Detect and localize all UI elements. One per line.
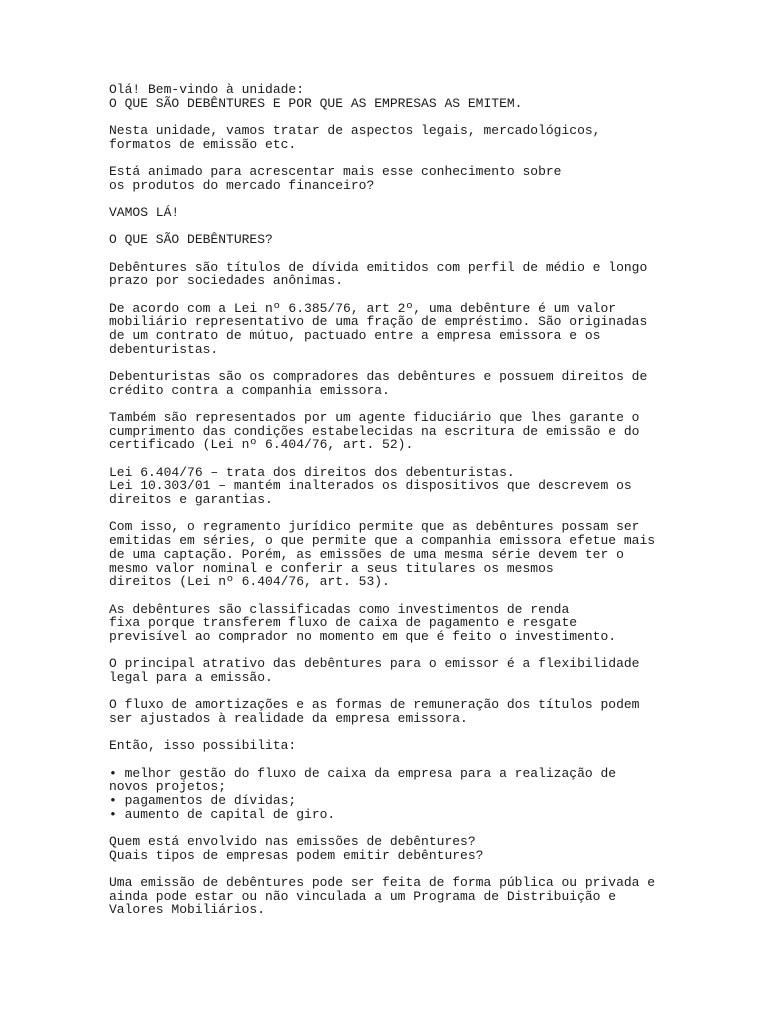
text-line: legal para a emissão. (109, 669, 273, 685)
text-line: O QUE SÃO DEBÊNTURES E POR QUE AS EMPRESAS AS EMITEM. (109, 95, 523, 111)
text-line: O QUE SÃO DEBÊNTURES? (109, 232, 273, 248)
paragraph (109, 206, 669, 220)
text-line: previsível ao comprador no momento em que é feito o investimento. (109, 628, 617, 644)
text-line: prazo por sociedades anônimas. (109, 273, 344, 289)
text-line: O fluxo de amortizações e as formas de remuneração dos títulos podem (109, 697, 640, 713)
paragraph (109, 520, 669, 589)
text-line: direitos e garantias. (109, 492, 273, 508)
paragraph (109, 876, 669, 917)
paragraph (109, 835, 669, 862)
text-line: Está animado para acrescentar mais esse conhecimento sobre (109, 164, 562, 179)
text-line: os produtos do mercado financeiro? (109, 177, 375, 193)
text-line: Debenturistas são os compradores das debêntures e possuem direitos de (109, 369, 648, 384)
text-line: certificado (Lei nº 6.404/76, art. 52). (109, 437, 414, 453)
text-line: Quais tipos de empresas podem emitir debêntures? (109, 847, 484, 863)
text-line: Debêntures são títulos de dívida emitidos com perfil de médio e longo (109, 259, 648, 275)
text-line: • pagamentos de dívidas; (109, 792, 297, 808)
paragraph (109, 261, 669, 288)
text-line: de uma captação. Porém, as emissões de uma mesma série devem ter o (109, 546, 624, 562)
text-line: formatos de emissão etc. (109, 136, 297, 152)
text-line: Então, isso possibilita: (109, 738, 297, 754)
paragraph (109, 698, 669, 725)
text-line: Uma emissão de debêntures pode ser feita de forma pública ou privada e (109, 874, 656, 890)
text-line: mobiliário representativo de uma fração de empréstimo. São originadas (109, 314, 648, 330)
text-line: crédito contra a companhia emissora. (109, 382, 390, 398)
text-line: ser ajustados à realidade da empresa emissora. (109, 710, 468, 726)
text-line: • aumento de capital de giro. (109, 806, 336, 822)
text-line: emitidas em séries, o que permite que a companhia emissora efetue mais (109, 533, 656, 549)
paragraph (109, 466, 669, 507)
text-line: fixa porque transferem fluxo de caixa de pagamento e resgate (109, 615, 578, 631)
paragraph (109, 124, 669, 151)
text-line: De acordo com a Lei nº 6.385/76, art 2º, uma debênture é um valor (109, 300, 617, 316)
text-line: novos projetos; (109, 779, 227, 795)
text-line: Com isso, o regramento jurídico permite que as debêntures possam ser (109, 519, 640, 535)
paragraph (109, 657, 669, 684)
text-line: cumprimento das condições estabelecidas na escritura de emissão e do (109, 423, 640, 439)
text-line: debenturistas. (109, 341, 219, 357)
paragraph (109, 739, 669, 753)
paragraph (109, 233, 669, 247)
document-body (109, 83, 669, 931)
text-line: • melhor gestão do fluxo de caixa da empresa para a realização de (109, 765, 617, 781)
paragraph (109, 370, 669, 397)
text-line: Lei 10.303/01 – mantém inalterados os dispositivos que descrevem os (109, 478, 632, 494)
text-line: Valores Mobiliários. (109, 902, 266, 918)
text-line: VAMOS LÁ! (109, 205, 180, 220)
text-line: Quem está envolvido nas emissões de debêntures? (109, 833, 476, 849)
text-line: O principal atrativo das debêntures para o emissor é a flexibilidade (109, 656, 640, 672)
text-line: As debêntures são classificadas como investimentos de renda (109, 601, 570, 617)
paragraph (109, 83, 669, 110)
paragraph (109, 603, 669, 644)
text-line: Olá! Bem-vindo à unidade: (109, 82, 305, 97)
text-line: de um contrato de mútuo, pactuado entre a empresa emissora e os (109, 328, 601, 343)
text-line: Também são representados por um agente fiduciário que lhes garante o (109, 410, 640, 425)
paragraph (109, 767, 669, 822)
paragraph (109, 302, 669, 357)
text-line: Nesta unidade, vamos tratar de aspectos legais, mercadológicos, (109, 123, 601, 138)
paragraph (109, 165, 669, 192)
text-line: ainda pode estar ou não vinculada a um Programa de Distribuição e (109, 888, 617, 904)
text-line: Lei 6.404/76 – trata dos direitos dos debenturistas. (109, 464, 515, 480)
text-line: direitos (Lei nº 6.404/76, art. 53). (109, 574, 390, 590)
paragraph (109, 411, 669, 452)
text-line: mesmo valor nominal e conferir a seus titulares os mesmos (109, 560, 554, 576)
